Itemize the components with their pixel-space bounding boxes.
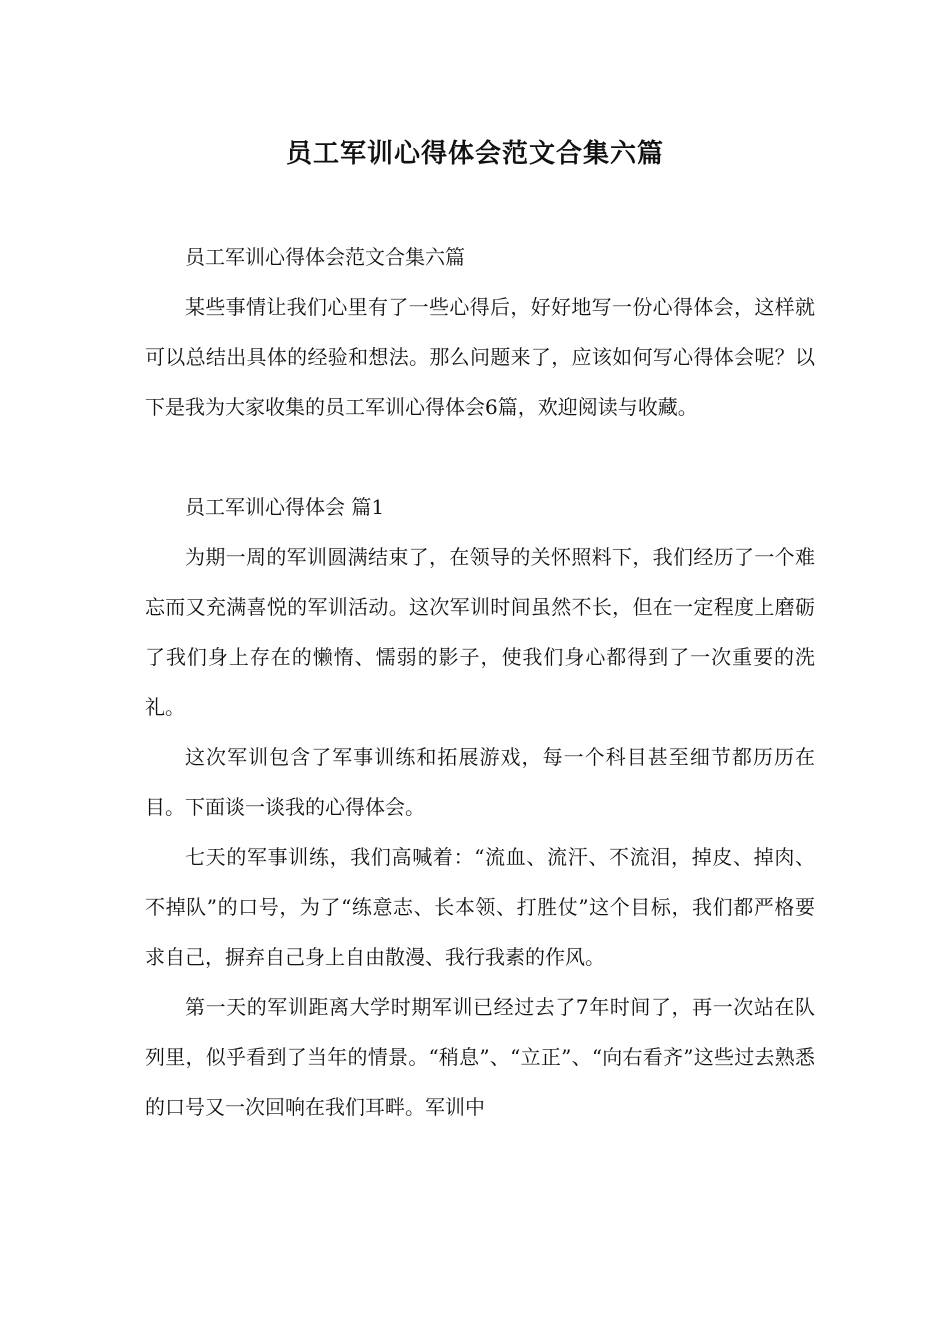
body-paragraph: 第一天的军训距离大学时期军训已经过去了7年时间了，再一次站在队列里，似乎看到了当年的情景。“稍息”、“立正”、“向右看齐”这些过去熟悉的口号又一次回响在我们耳畔。军训中 bbox=[145, 995, 815, 1119]
body-paragraph: 这次军训包含了军事训练和拓展游戏，每一个科目甚至细节都历历在目。下面谈一谈我的心得体会。 bbox=[145, 745, 815, 819]
subtitle-paragraph: 员工军训心得体会范文合集六篇 bbox=[185, 245, 465, 269]
intro-paragraph: 某些事情让我们心里有了一些心得后，好好地写一份心得体会，这样就可以总结出具体的经验和想法。那么问题来了，应该如何写心得体会呢？以下是我为大家收集的员工军训心得体会6篇，欢迎阅读与收藏。 bbox=[145, 295, 815, 419]
body-paragraph: 七天的军事训练，我们高喊着：“流血、流汗、不流泪，掉皮、掉肉、不掉队”的口号，为了“练意志、长本领、打胜仗”这个目标，我们都严格要求自己，摒弃自己身上自由散漫、我行我素的作风。 bbox=[145, 845, 815, 969]
document-body bbox=[145, 232, 815, 1132]
body-paragraph: 为期一周的军训圆满结束了，在领导的关怀照料下，我们经历了一个难忘而又充满喜悦的军训活动。这次军训时间虽然不长，但在一定程度上磨砺了我们身上存在的懒惰、懦弱的影子，使我们身心都得到了一次重要的洗礼。 bbox=[145, 545, 815, 719]
section-heading: 员工军训心得体会 篇1 bbox=[185, 495, 385, 519]
document-title: 员工军训心得体会范文合集六篇 bbox=[285, 139, 664, 169]
